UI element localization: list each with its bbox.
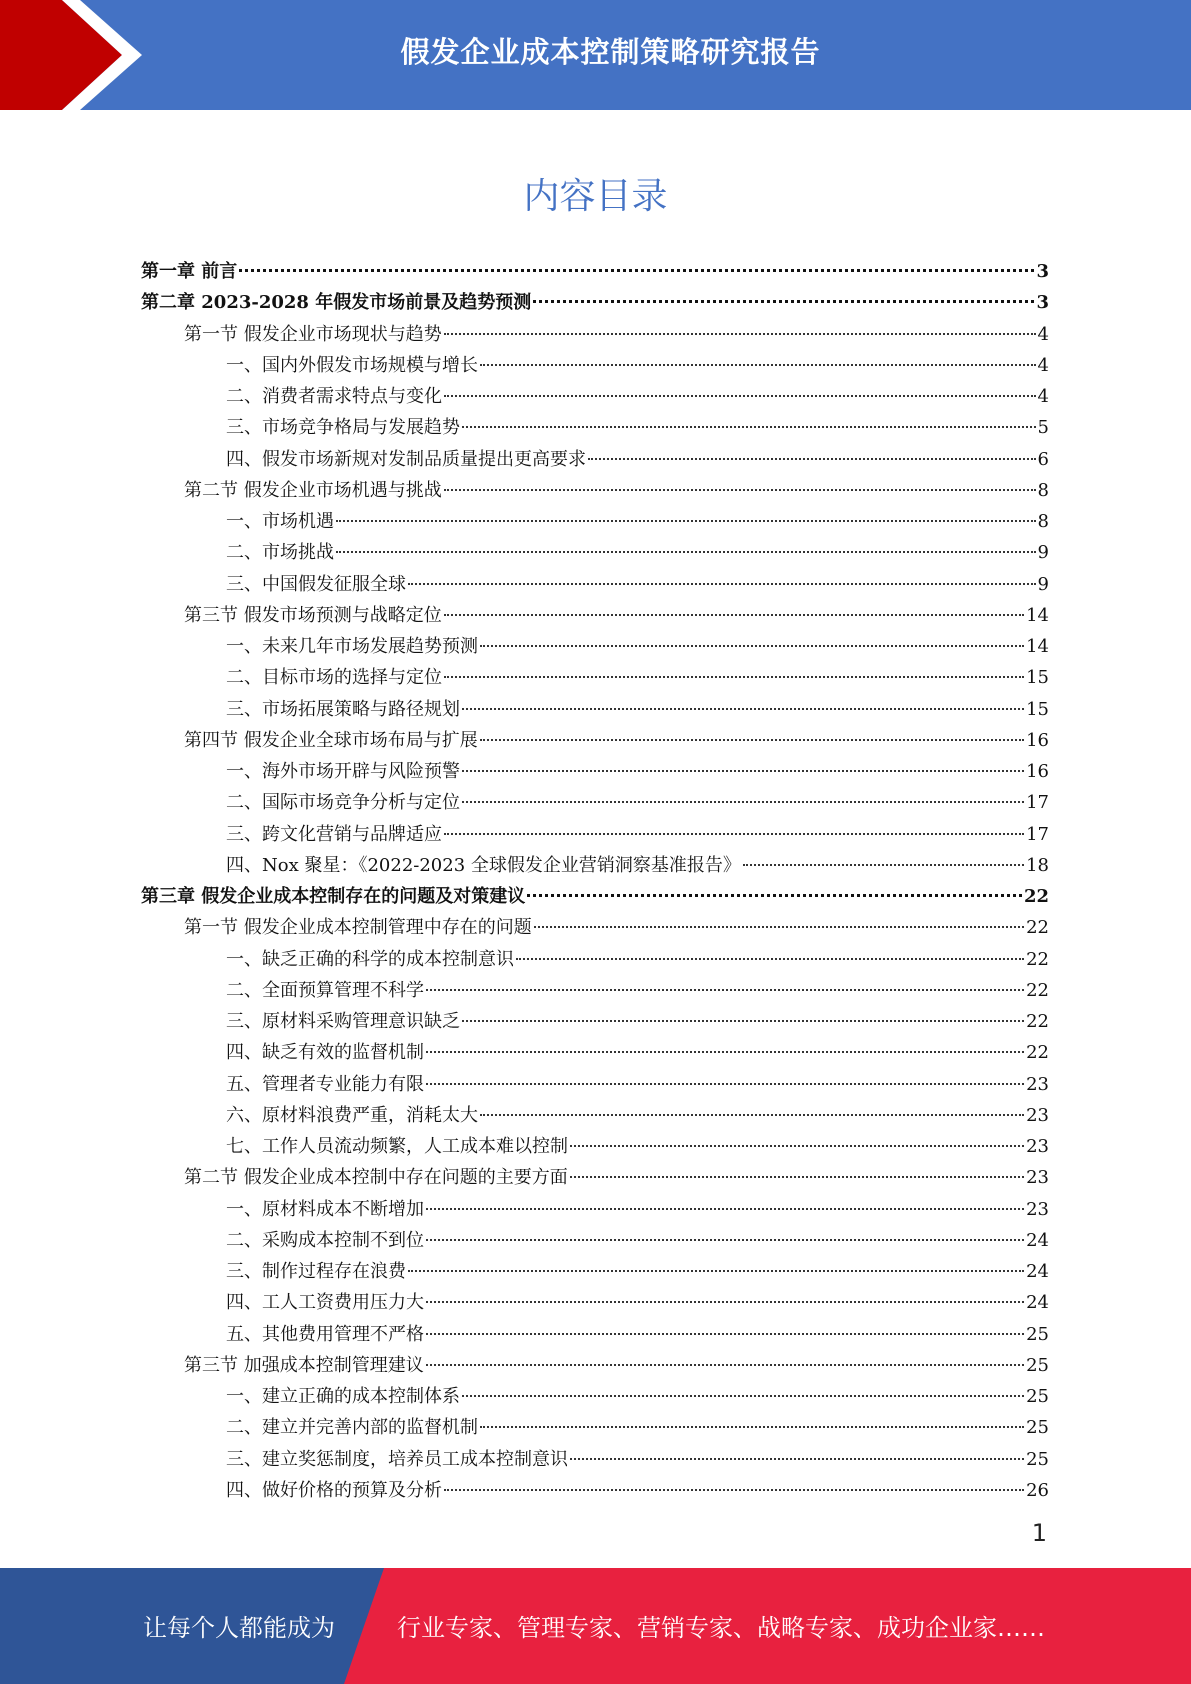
- toc-entry[interactable]: [141, 569, 1049, 600]
- toc-entry-title: 四、假发市场新规对发制品质量提出更高要求: [226, 448, 586, 470]
- toc-entry[interactable]: [141, 1225, 1049, 1256]
- toc-entry-title: 二、市场挑战: [226, 542, 334, 564]
- toc-entry-title: 四、做好价格的预算及分析: [226, 1479, 442, 1501]
- toc-entry-page: 16: [1026, 761, 1049, 782]
- toc-entry-title: 第三章 假发企业成本控制存在的问题及对策建议: [141, 886, 526, 907]
- toc-entry-title: 四、缺乏有效的监督机制: [226, 1042, 424, 1064]
- toc-entry-page: 25: [1026, 1354, 1049, 1376]
- toc-entry-title: 第二节 假发企业市场机遇与挑战: [184, 479, 442, 501]
- toc-leader-dots: [527, 894, 1022, 897]
- footer-banner: [0, 1568, 1191, 1684]
- toc-entry-page: 3: [1036, 261, 1049, 282]
- toc-entry-page: 25: [1026, 1386, 1049, 1407]
- toc-entry-page: 22: [1026, 1011, 1049, 1032]
- toc-entry[interactable]: [141, 1037, 1049, 1068]
- toc-entry-page: 15: [1026, 698, 1049, 720]
- toc-entry-page: 3: [1036, 292, 1049, 314]
- toc-entry[interactable]: [141, 1131, 1049, 1162]
- toc-leader-dots: [570, 1176, 1024, 1178]
- toc-entry[interactable]: [141, 412, 1049, 443]
- toc-entry[interactable]: [141, 1069, 1049, 1100]
- toc-entry-page: 5: [1037, 417, 1049, 439]
- toc-entry-title: 第四节 假发企业全球市场布局与扩展: [184, 729, 478, 751]
- toc-entry[interactable]: [141, 944, 1049, 975]
- toc-entry[interactable]: [141, 631, 1049, 662]
- toc-entry-page: 23: [1026, 1198, 1049, 1220]
- toc-entry-title: 一、海外市场开辟与风险预警: [226, 761, 460, 782]
- toc-entry-page: 17: [1026, 792, 1049, 814]
- toc-leader-dots: [533, 300, 1034, 303]
- toc-leader-dots: [444, 333, 1036, 335]
- toc-entry[interactable]: [141, 1194, 1049, 1225]
- toc-leader-dots: [426, 1333, 1024, 1335]
- toc-entry-title: 三、制作过程存在浪费: [226, 1261, 406, 1282]
- toc-leader-dots: [444, 395, 1036, 397]
- toc-leader-dots: [480, 645, 1024, 647]
- toc-entry-title: 三、市场拓展策略与路径规划: [226, 698, 460, 720]
- toc-leader-dots: [426, 1364, 1024, 1366]
- toc-entry[interactable]: [141, 725, 1049, 756]
- toc-entry[interactable]: [141, 381, 1049, 412]
- toc-entry-title: 第二章 2023-2028 年假发市场前景及趋势预测: [141, 292, 532, 314]
- toc-entry-title: 一、未来几年市场发展趋势预测: [226, 636, 478, 657]
- toc-entry[interactable]: [141, 506, 1049, 537]
- toc-entry-page: 9: [1037, 542, 1049, 564]
- toc-entry-page: 8: [1037, 479, 1049, 501]
- toc-leader-dots: [408, 1270, 1024, 1272]
- toc-entry-page: 26: [1026, 1479, 1049, 1501]
- toc-leader-dots: [336, 520, 1036, 522]
- toc-entry-page: 22: [1026, 948, 1049, 970]
- toc-entry[interactable]: [141, 319, 1049, 350]
- toc-entry-title: 第三节 加强成本控制管理建议: [184, 1354, 424, 1376]
- toc-entry[interactable]: [141, 1162, 1049, 1193]
- toc-leader-dots: [588, 458, 1036, 460]
- toc-leader-dots: [516, 958, 1024, 960]
- header-title: 假发企业成本控制策略研究报告: [400, 35, 821, 69]
- toc-leader-dots: [534, 926, 1024, 928]
- toc-entry[interactable]: [141, 475, 1049, 506]
- toc-entry-title: 二、国际市场竞争分析与定位: [226, 792, 460, 814]
- toc-leader-dots: [570, 1458, 1024, 1460]
- toc-entry[interactable]: [141, 756, 1049, 787]
- toc-entry-page: 14: [1026, 636, 1049, 657]
- toc-entry[interactable]: [141, 1475, 1049, 1506]
- toc-entry-title: 二、采购成本控制不到位: [226, 1229, 424, 1251]
- toc-entry-page: 4: [1037, 386, 1049, 407]
- toc-title: 内容目录: [523, 176, 668, 217]
- toc-entry-title: 六、原材料浪费严重，消耗太大: [226, 1104, 478, 1126]
- toc-entry-page: 23: [1026, 1136, 1049, 1157]
- toc-leader-dots: [444, 489, 1036, 491]
- toc-entry-page: 9: [1037, 573, 1049, 595]
- toc-entry[interactable]: [141, 1287, 1049, 1318]
- toc-entry[interactable]: [141, 1006, 1049, 1037]
- toc-leader-dots: [462, 801, 1024, 803]
- toc-entry-title: 三、跨文化营销与品牌适应: [226, 823, 442, 845]
- toc-entry-page: 16: [1026, 729, 1049, 751]
- toc-entry-page: 25: [1026, 1417, 1049, 1439]
- toc-entry-title: 二、消费者需求特点与变化: [226, 386, 442, 407]
- toc-entry[interactable]: [141, 881, 1049, 912]
- toc-entry[interactable]: [141, 819, 1049, 850]
- toc-entry-title: 三、建立奖惩制度，培养员工成本控制意识: [226, 1448, 568, 1470]
- toc-entry[interactable]: [141, 1444, 1049, 1475]
- header-banner: [0, 0, 1191, 110]
- toc-entry[interactable]: [141, 1256, 1049, 1287]
- toc-entry[interactable]: [141, 975, 1049, 1006]
- toc-entry-title: 三、市场竞争格局与发展趋势: [226, 417, 460, 439]
- toc-entry[interactable]: [141, 912, 1049, 943]
- toc-leader-dots: [239, 269, 1034, 272]
- toc-leader-dots: [743, 864, 1024, 866]
- toc-entry-title: 一、原材料成本不断增加: [226, 1198, 424, 1220]
- toc-entry-title: 三、中国假发征服全球: [226, 573, 406, 595]
- toc-entry-page: 23: [1026, 1167, 1049, 1189]
- toc-leader-dots: [336, 551, 1036, 553]
- toc-entry[interactable]: [141, 1319, 1049, 1350]
- toc-leader-dots: [426, 1239, 1024, 1241]
- toc-leader-dots: [444, 1489, 1024, 1491]
- toc-leader-dots: [426, 1301, 1024, 1303]
- toc-entry-title: 四、Nox 聚星：《2022-2023 全球假发企业营销洞察基准报告》: [226, 854, 741, 876]
- toc-entry-title: 二、目标市场的选择与定位: [226, 667, 442, 689]
- toc-leader-dots: [570, 1145, 1024, 1147]
- toc-entry-page: 18: [1026, 854, 1049, 876]
- toc-entry-title: 第三节 假发市场预测与战略定位: [184, 604, 442, 626]
- toc-entry[interactable]: [141, 444, 1049, 475]
- toc-entry[interactable]: [141, 1412, 1049, 1443]
- toc-entry[interactable]: [141, 350, 1049, 381]
- toc-entry-page: 22: [1026, 917, 1049, 939]
- toc-leader-dots: [480, 1426, 1024, 1428]
- toc-entry-title: 第一章 前言: [141, 261, 238, 282]
- toc-entry[interactable]: [141, 1381, 1049, 1412]
- toc-entry-title: 二、建立并完善内部的监督机制: [226, 1417, 478, 1439]
- toc-entry-title: 第一节 假发企业市场现状与趋势: [184, 323, 442, 345]
- toc-entry-page: 14: [1026, 604, 1049, 626]
- toc-entry[interactable]: [141, 1100, 1049, 1131]
- toc-leader-dots: [462, 1020, 1024, 1022]
- toc-entry[interactable]: [141, 850, 1049, 881]
- toc-entry-title: 七、工作人员流动频繁，人工成本难以控制: [226, 1136, 568, 1157]
- toc-leader-dots: [462, 770, 1024, 772]
- toc-leader-dots: [462, 708, 1024, 710]
- toc-entry[interactable]: [141, 537, 1049, 568]
- toc-entry-page: 24: [1026, 1229, 1049, 1251]
- toc-leader-dots: [444, 676, 1024, 678]
- toc-leader-dots: [444, 833, 1024, 835]
- toc-entry-page: 25: [1026, 1323, 1049, 1345]
- toc-entry-page: 24: [1026, 1292, 1049, 1314]
- toc-entry-page: 24: [1026, 1261, 1049, 1282]
- toc-leader-dots: [480, 1114, 1024, 1116]
- toc-entry[interactable]: [141, 787, 1049, 818]
- toc-entry-title: 二、全面预算管理不科学: [226, 979, 424, 1001]
- toc-entry-title: 一、建立正确的成本控制体系: [226, 1386, 460, 1407]
- toc-entry[interactable]: [141, 694, 1049, 725]
- footer-slogan-right: 行业专家、管理专家、营销专家、战略专家、成功企业家……: [397, 1614, 1045, 1642]
- toc-entry-page: 22: [1023, 886, 1049, 907]
- toc-entry-page: 25: [1026, 1448, 1049, 1470]
- toc-entry[interactable]: [141, 1350, 1049, 1381]
- toc-entry-title: 第一节 假发企业成本控制管理中存在的问题: [184, 917, 532, 939]
- toc-entry-page: 22: [1026, 1042, 1049, 1064]
- toc-entry-title: 一、市场机遇: [226, 511, 334, 532]
- toc-entry-title: 一、国内外假发市场规模与增长: [226, 354, 478, 376]
- toc-entry[interactable]: [141, 287, 1049, 318]
- toc-entry[interactable]: [141, 256, 1049, 287]
- toc-entry-page: 8: [1037, 511, 1049, 532]
- toc-entry-page: 23: [1026, 1073, 1049, 1095]
- toc-leader-dots: [444, 614, 1024, 616]
- toc-entry-title: 五、其他费用管理不严格: [226, 1323, 424, 1345]
- table-of-contents: [141, 256, 1049, 1506]
- toc-entry-title: 四、工人工资费用压力大: [226, 1292, 424, 1314]
- toc-leader-dots: [462, 1395, 1024, 1397]
- toc-entry-page: 17: [1026, 823, 1049, 845]
- toc-entry[interactable]: [141, 662, 1049, 693]
- toc-entry-page: 15: [1026, 667, 1049, 689]
- toc-leader-dots: [408, 583, 1036, 585]
- toc-leader-dots: [462, 426, 1036, 428]
- toc-entry-page: 4: [1037, 323, 1049, 345]
- toc-leader-dots: [426, 989, 1024, 991]
- toc-leader-dots: [426, 1051, 1024, 1053]
- toc-entry-page: 4: [1037, 354, 1049, 376]
- toc-entry-title: 五、管理者专业能力有限: [226, 1073, 424, 1095]
- toc-entry[interactable]: [141, 600, 1049, 631]
- toc-entry-page: 6: [1037, 448, 1049, 470]
- toc-leader-dots: [426, 1083, 1024, 1085]
- toc-leader-dots: [480, 739, 1024, 741]
- page-number: 1: [1031, 1519, 1047, 1547]
- toc-entry-page: 23: [1026, 1104, 1049, 1126]
- toc-leader-dots: [480, 364, 1036, 366]
- toc-entry-title: 一、缺乏正确的科学的成本控制意识: [226, 948, 514, 970]
- toc-entry-title: 三、原材料采购管理意识缺乏: [226, 1011, 460, 1032]
- toc-leader-dots: [426, 1208, 1024, 1210]
- footer-slogan-left: 让每个人都能成为: [143, 1614, 335, 1642]
- toc-entry-page: 22: [1026, 979, 1049, 1001]
- toc-entry-title: 第二节 假发企业成本控制中存在问题的主要方面: [184, 1167, 568, 1189]
